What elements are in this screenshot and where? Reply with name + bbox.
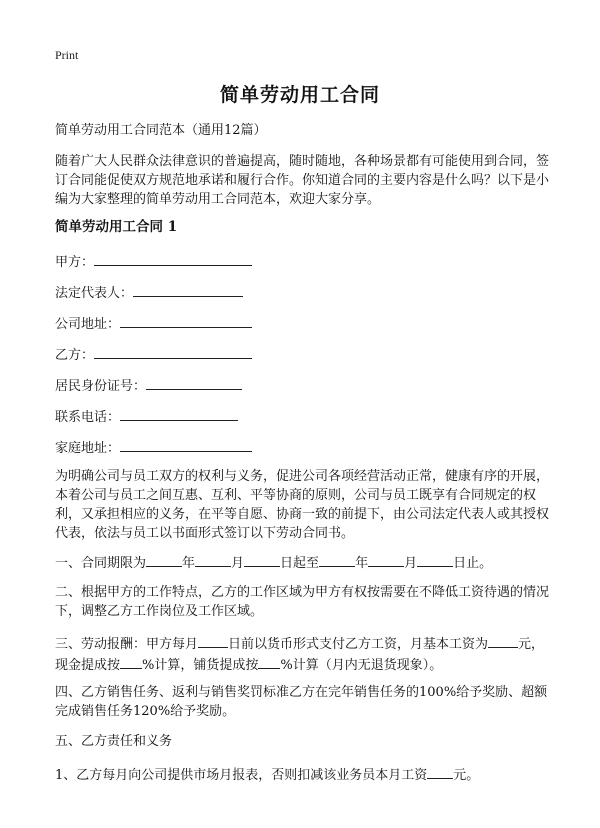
clause-5-1 — [55, 764, 479, 785]
blank-line — [133, 282, 243, 297]
subtitle: 简单劳动用工合同范本（通用12篇） — [55, 123, 267, 138]
blank-line — [146, 552, 182, 567]
blank-line — [488, 633, 518, 648]
clause-text: 日止。 — [453, 556, 493, 571]
blank-line — [368, 552, 404, 567]
clause-text: 三、劳动报酬：甲方每月 — [55, 637, 199, 652]
intro-paragraph: 随着广大人民群众法律意识的普遍提高，随时随地，各种场景都有可能使用到合同，签订合同能促使双方规范地承诺和履行合作。你知道合同的主要内容是什么吗？以下是小编为大家整理的简单劳动用工合同范本，欢迎大家分享。 — [55, 154, 550, 207]
blank-line — [146, 375, 242, 390]
clause-text: 月 — [231, 556, 245, 571]
clause-text: %计算，铺货提成按 — [142, 658, 259, 673]
blank-line — [258, 654, 280, 669]
blank-line — [120, 313, 252, 328]
field-id-number — [55, 375, 242, 396]
blank-line — [94, 251, 252, 266]
clause-text: 日起至 — [280, 556, 320, 571]
clause-text: ，现金提成按 — [55, 637, 545, 673]
clause-2: 二、根据甲方的工作特点，乙方的工作区域为甲方有权按需要在不降低工资待遇的情况下，调整乙方工作岗位及工作区域。 — [55, 585, 550, 619]
field-party-b — [55, 344, 252, 365]
blank-line — [120, 406, 238, 421]
blank-line — [417, 552, 453, 567]
field-party-a — [55, 251, 252, 272]
blank-line — [195, 552, 231, 567]
clause-1 — [55, 552, 492, 573]
field-legal-rep — [55, 282, 243, 303]
clause-text: 1、乙方每月向公司提供市场月报表，否则扣减该业务员本月工资 — [55, 768, 428, 783]
blank-line — [319, 552, 355, 567]
field-label: 联系电话： — [55, 410, 121, 425]
clause-text: 年 — [182, 556, 196, 571]
clause-text: 月 — [404, 556, 418, 571]
section-heading: 简单劳动用工合同 1 — [55, 219, 178, 235]
field-label: 公司地址： — [55, 317, 121, 332]
blank-line — [244, 552, 280, 567]
field-phone — [55, 406, 238, 427]
field-home-address — [55, 437, 252, 458]
clause-text: %计算（月内无退货现象）。 — [280, 658, 443, 673]
blank-line — [120, 437, 252, 452]
field-label: 居民身份证号： — [55, 379, 147, 394]
blank-line — [198, 633, 228, 648]
blank-line — [427, 764, 453, 779]
clause-text: 元 — [518, 637, 532, 652]
preamble-paragraph: 为明确公司与员工双方的权利与义务，促进公司各项经营活动正常，健康有序的开展，本着公司与员工之间互惠、互利、平等协商的原则，公司与员工既享有合同规定的权利，又承担相应的义务，在平等自愿、协商一致的前提下，由公司法定代表人或其授权代表，依法与员工以书面形式签订以下劳动合同书。 — [55, 469, 550, 541]
blank-line — [94, 344, 252, 359]
clause-3 — [55, 633, 550, 675]
clause-text: 元。 — [453, 768, 480, 783]
clause-text: 一、合同期限为 — [55, 556, 147, 571]
field-company-address — [55, 313, 252, 334]
print-link[interactable]: Print — [55, 48, 79, 62]
clause-5-heading: 五、乙方责任和义务 — [55, 734, 173, 749]
clause-text: 日前以货币形式支付乙方工资，月基本工资为 — [228, 637, 489, 652]
field-label: 甲方： — [55, 255, 95, 270]
field-label: 乙方： — [55, 348, 95, 363]
clause-4: 四、乙方销售任务、返利与销售奖罚标准乙方在完年销售任务的100%给予奖励、超额完成销售任务120%给予奖励。 — [55, 685, 548, 719]
page-title: 简单劳动用工合同 — [219, 84, 380, 106]
blank-line — [120, 654, 142, 669]
field-label: 家庭地址： — [55, 441, 121, 456]
field-label: 法定代表人： — [55, 286, 134, 301]
clause-text: 年 — [355, 556, 369, 571]
